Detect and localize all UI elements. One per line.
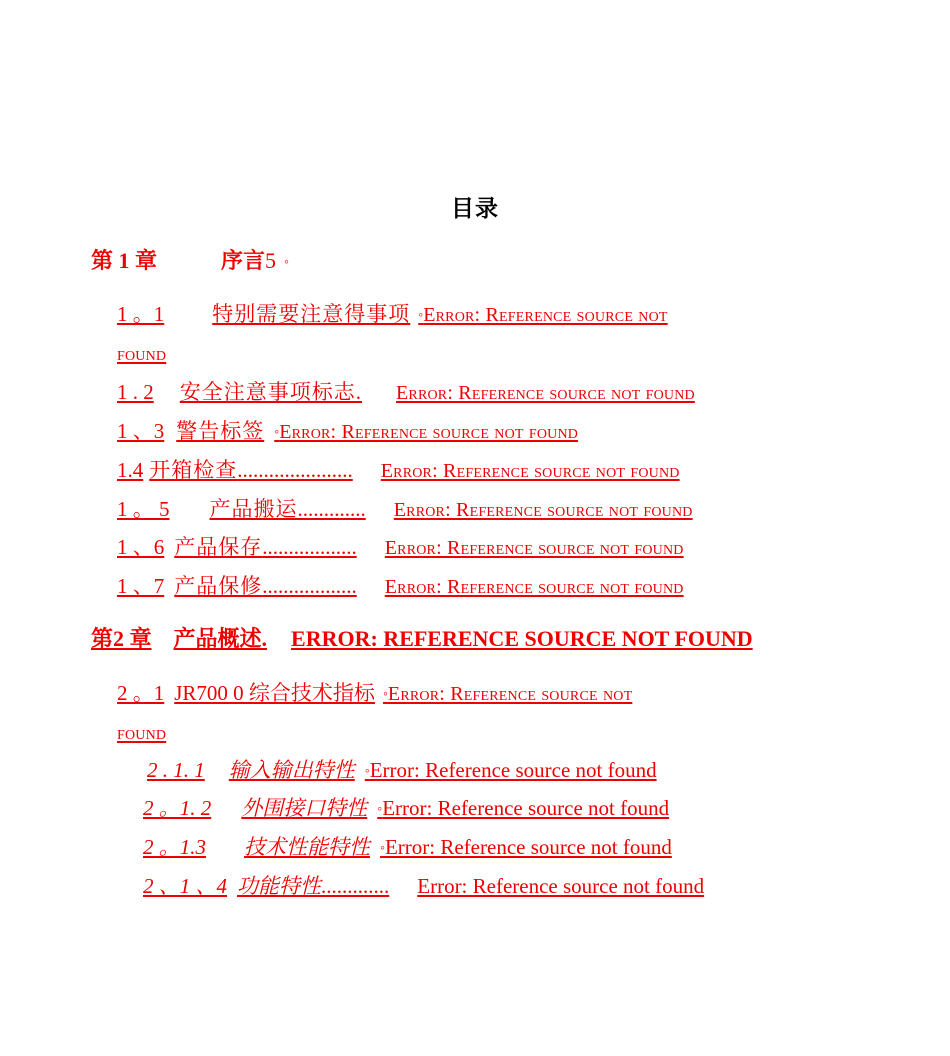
- entry-error: Error: Reference source not found: [380, 460, 680, 482]
- toc-entry-1-6[interactable]: [117, 531, 694, 561]
- toc-entry-2-1-4[interactable]: [143, 870, 730, 900]
- toc-entry-1-5[interactable]: [117, 493, 703, 523]
- chapter-number: 第 1 章: [91, 248, 158, 273]
- toc-entry-1-3[interactable]: [117, 415, 588, 445]
- entry-error: Error: Reference source not found: [396, 382, 695, 404]
- entry-title: 开箱检查: [149, 458, 238, 482]
- leader-dots: .............: [297, 497, 366, 521]
- chapter-title: 序言: [221, 248, 266, 273]
- entry-error: Error: Reference source not found: [384, 576, 684, 598]
- entry-title: 外围接口特性: [241, 796, 368, 820]
- entry-error-continued: found: [117, 343, 167, 365]
- entry-title: 功能特性: [237, 874, 321, 898]
- entry-number: 2 。1. 2: [143, 796, 212, 820]
- entry-title: 警告标签: [176, 419, 265, 443]
- entry-number: 1 。1: [117, 302, 165, 326]
- entry-title: JR700 0 综合技术指标: [174, 681, 375, 705]
- entry-number: 1 。 5: [117, 497, 170, 521]
- entry-error: Error: Reference source not found: [417, 874, 705, 898]
- entry-error: Error: Reference source not found: [369, 758, 657, 782]
- toc-entry-2-1-3[interactable]: [143, 831, 698, 861]
- leader-dots: ..................: [262, 574, 357, 598]
- chapter-error: ERROR: REFERENCE SOURCE NOT FOUND: [291, 626, 753, 651]
- entry-error: Error: Reference source not found: [384, 835, 672, 859]
- entry-title: 技术性能特性: [244, 835, 370, 859]
- chapter-title: 产品概述.: [173, 626, 268, 651]
- entry-number: 2 。1.3: [143, 835, 206, 859]
- entry-number: 2 。1: [117, 681, 165, 705]
- toc-entry-1-1-wrap[interactable]: [117, 341, 172, 366]
- entry-error: Error: Reference source not found: [393, 499, 693, 521]
- field-mark: ◦: [418, 308, 424, 323]
- entry-error: Error: Reference source not: [423, 304, 668, 326]
- chapter-number: 第2 章: [91, 626, 152, 651]
- entry-number: 1.4: [117, 458, 144, 482]
- toc-entry-1-4[interactable]: [117, 454, 690, 484]
- entry-error: Error: Reference source not found: [279, 421, 579, 443]
- toc-entry-1-1[interactable]: [117, 298, 674, 328]
- entry-number: 2 . 1. 1: [147, 758, 205, 782]
- entry-error-continued: found: [117, 722, 167, 744]
- entry-number: 1 、3: [117, 419, 165, 443]
- toc-chapter-1[interactable]: [91, 244, 289, 275]
- field-mark: ◦: [274, 425, 280, 440]
- entry-title: 产品保修: [174, 574, 263, 598]
- leader-dots: ......................: [237, 458, 353, 482]
- toc-entry-2-1-1[interactable]: [143, 754, 683, 784]
- entry-title: 特别需要注意得事项: [212, 302, 411, 326]
- toc-title: 目录: [451, 196, 499, 221]
- entry-number: 1 、6: [117, 535, 165, 559]
- leader-dots: .............: [321, 874, 390, 898]
- field-mark: ◦: [284, 255, 289, 270]
- entry-number: 1 . 2: [117, 380, 154, 404]
- toc-entry-2-1-2[interactable]: [143, 792, 695, 822]
- toc-entry-1-7[interactable]: [117, 570, 694, 600]
- entry-error: Error: Reference source not: [387, 683, 633, 705]
- entry-error: Error: Reference source not found: [384, 537, 684, 559]
- entry-error: Error: Reference source not found: [382, 796, 670, 820]
- toc-chapter-2[interactable]: [91, 622, 753, 653]
- field-mark: ◦: [364, 764, 370, 779]
- toc-entry-2-1-wrap[interactable]: [117, 720, 172, 745]
- toc-entry-1-2[interactable]: [117, 376, 705, 406]
- field-mark: ◦: [380, 841, 385, 856]
- entry-title: 输入输出特性: [228, 758, 355, 782]
- entry-title: 产品搬运: [209, 497, 298, 521]
- entry-title: 产品保存: [174, 535, 263, 559]
- entry-number: 2 、1 、4: [143, 874, 227, 898]
- leader-dots: ..................: [262, 535, 357, 559]
- entry-number: 1 、7: [117, 574, 165, 598]
- field-mark: ◦: [377, 802, 383, 817]
- page-number: 5: [265, 248, 277, 273]
- entry-title: 安全注意事项标志.: [179, 380, 362, 404]
- toc-entry-2-1[interactable]: [117, 677, 638, 707]
- field-mark: ◦: [382, 687, 388, 702]
